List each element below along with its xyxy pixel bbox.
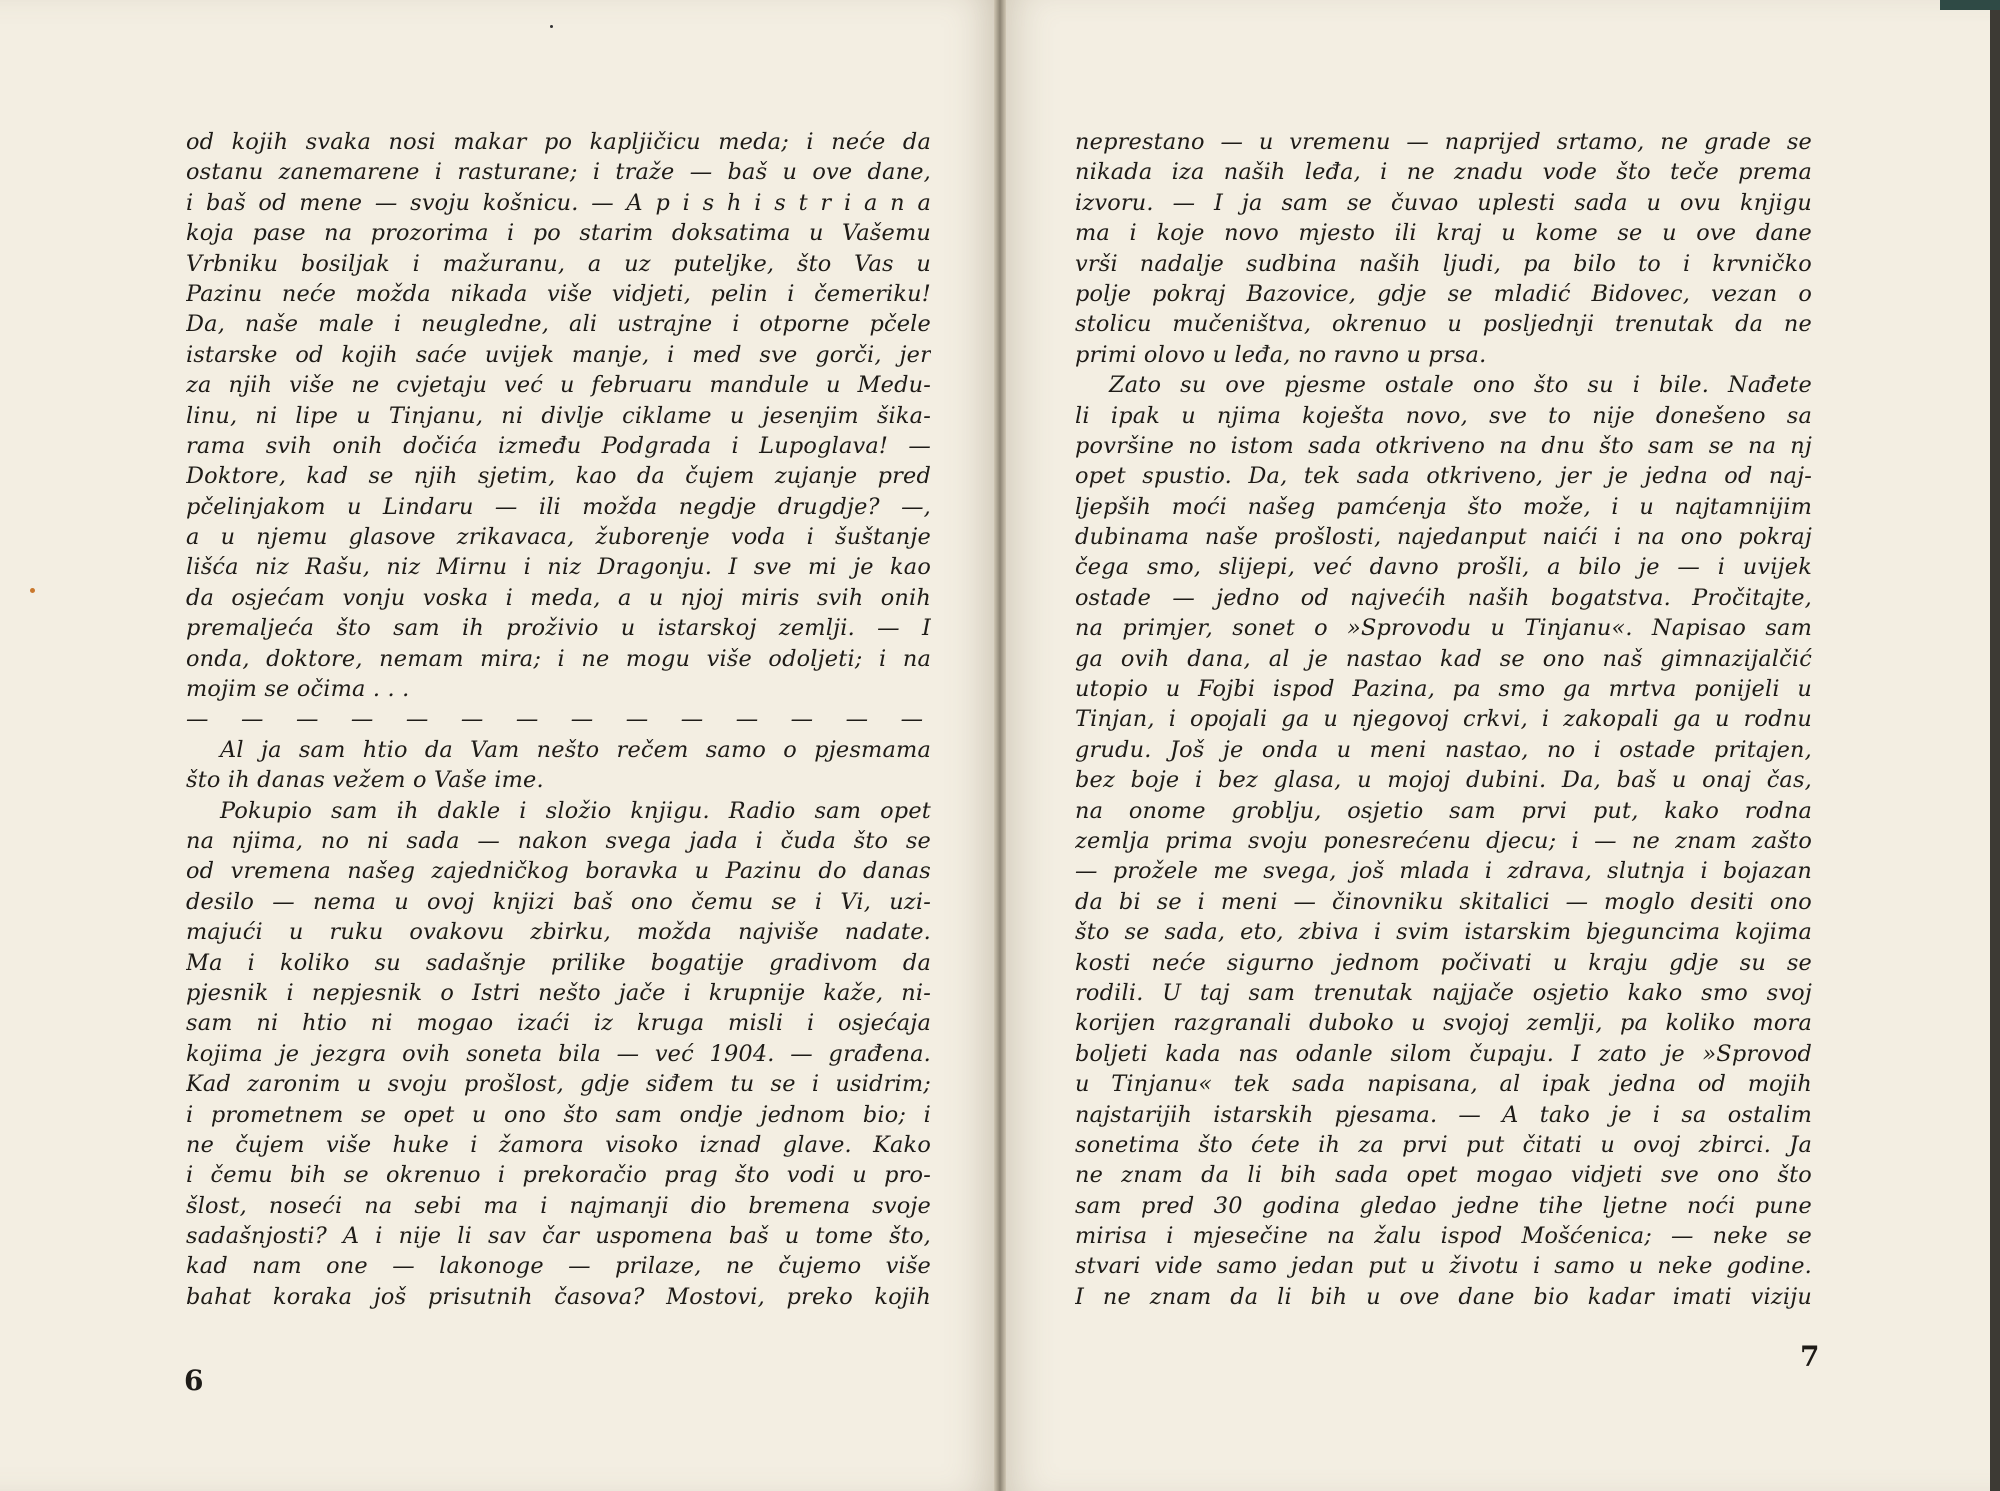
- text-line: Pokupio sam ih dakle i složio knjigu. Radio sam opet: [220, 797, 931, 824]
- text-line: nikada iza naših leđa, i ne znadu vode što teče prema: [1075, 159, 1812, 186]
- text-line: zemlja prima svoju ponesrećenu djecu; i — ne znam zašto: [1075, 827, 1812, 854]
- text-line: kad nam one — lakonoge — prilaze, ne čujemo više: [186, 1253, 931, 1280]
- text-line: sonetima što ćete ih za prvi put čitati u ovoj zbirci. Ja: [1075, 1131, 1812, 1158]
- text-line: kojima je jezgra ovih soneta bila — već 1904. — građena.: [186, 1040, 931, 1067]
- text-line: i baš od mene — svoju košnicu. — A p i s h i s t r i a n a: [186, 189, 931, 216]
- cover-corner: [1940, 0, 2000, 10]
- text-line: pčelinjakom u Lindaru — ili možda negdje drugdje? —,: [186, 493, 931, 520]
- text-line: Tinjan, i opojali ga u njegovoj crkvi, i zakopali ga u rodnu: [1075, 706, 1812, 733]
- text-line: koja pase na prozorima i po starim doksatima u Vašemu: [186, 220, 931, 247]
- page-edge: [1990, 0, 2000, 1491]
- text-line: od kojih svaka nosi makar po kapljičicu meda; i neće da: [186, 129, 931, 155]
- text-line: Vrbniku bosiljak i mažuranu, a uz puteljke, što Vas u: [186, 250, 931, 277]
- text-line: ma i koje novo mjesto ili kraj u kome se u ove dane: [1075, 220, 1812, 247]
- book-gutter: [994, 0, 1006, 1491]
- text-line: Al ja sam htio da Vam nešto rečem samo o pjesmama: [220, 736, 931, 763]
- text-line: korijen razgranali duboko u svojoj zemlji, pa koliko mora: [1075, 1010, 1812, 1037]
- page-number-left: 6: [184, 1364, 204, 1397]
- text-line: što ih danas vežem o Vaše ime.: [186, 767, 544, 794]
- right-page-text: [1075, 127, 1812, 1312]
- text-line: Da, naše male i neugledne, ali ustrajne i otporne pčele: [186, 311, 931, 338]
- text-line: utopio u Fojbi ispod Pazina, pa smo ga mrtva ponijeli u: [1075, 676, 1812, 703]
- text-line: sam ni htio ni mogao izaći iz kruga misli i osjećaja: [186, 1010, 931, 1037]
- text-line: rodili. U taj sam trenutak najjače osjetio kako smo svoj: [1075, 979, 1812, 1006]
- text-line: linu, ni lipe u Tinjanu, ni divlje ciklame u jesenjim šika-: [186, 402, 931, 429]
- text-line: ostanu zanemarene i rasturane; i traže — baš u ove dane,: [186, 159, 931, 186]
- text-line: polje pokraj Bazovice, gdje se mladić Bidovec, vezan o: [1075, 280, 1812, 307]
- text-line: na onome groblju, osjetio sam prvi put, kako rodna: [1075, 797, 1812, 824]
- text-line: i čemu bih se okrenuo i prekoračio prag što vodi u pro-: [186, 1162, 931, 1189]
- text-line: boljeti kada nas odanle silom čupaju. I zato je »Sprovod: [1075, 1040, 1812, 1067]
- text-line: majući u ruku ovakovu zbirku, možda najviše nadate.: [186, 919, 931, 946]
- text-line: desilo — nema u ovoj knjizi baš ono čemu se i Vi, uzi-: [186, 888, 931, 915]
- text-line: na primjer, sonet o »Sprovodu u Tinjanu«. Napisao sam: [1075, 615, 1812, 642]
- text-line: mojim se očima . . .: [186, 676, 410, 703]
- text-line: bez boje i bez glasa, u mojoj dubini. Da, baš u onaj čas,: [1075, 767, 1812, 794]
- text-line: na njima, no ni sada — nakon svega jada i čuda što se: [186, 827, 931, 854]
- text-line: a u njemu glasove zrikavaca, žuborenje voda i šuštanje: [186, 524, 931, 551]
- text-line: lišća niz Rašu, niz Mirnu i niz Dragonju. I sve mi je kao: [186, 554, 931, 581]
- text-line: kosti neće sigurno jednom počivati u kraju gdje su se: [1075, 949, 1812, 976]
- text-line: šlost, noseći na sebi ma i najmanji dio bremena svoje: [186, 1192, 931, 1219]
- text-line: ga ovih dana, al je nastao kad se ono naš gimnazijalčić: [1075, 645, 1812, 672]
- text-line: ljepših moći našeg pamćenja što može, i u najtamnijim: [1075, 493, 1812, 520]
- text-line: stvari vide samo jedan put u životu i samo u neke godine.: [1075, 1253, 1812, 1280]
- text-line: I ne znam da li bih u ove dane bio kadar imati viziju: [1075, 1283, 1812, 1310]
- text-line: ostade — jedno od najvećih naših bogatstva. Pročitajte,: [1075, 584, 1812, 611]
- paper-speck-dark: [550, 25, 553, 28]
- text-line: da bi se i meni — činovniku skitalici — moglo desiti ono: [1075, 888, 1812, 915]
- text-line: od vremena našeg zajedničkog boravka u Pazinu do danas: [186, 858, 931, 885]
- text-line: vrši nadalje sudbina naših ljudi, pa bilo to i krvničko: [1075, 250, 1812, 277]
- text-line: izvoru. — I ja sam se čuvao uplesti sada u ovu knjigu: [1075, 189, 1812, 216]
- text-line: bahat koraka još prisutnih časova? Mostovi, preko kojih: [186, 1283, 931, 1310]
- text-line: što se sada, eto, zbiva i svim istarskim bjeguncima kojima: [1075, 919, 1812, 946]
- text-line: primi olovo u leđa, no ravno u prsa.: [1075, 341, 1487, 368]
- text-line: sam pred 30 godina gledao jedne tihe ljetne noći pune: [1075, 1192, 1812, 1219]
- text-line: ne čujem više huke i žamora visoko iznad glave. Kako: [186, 1131, 931, 1158]
- text-line: čega smo, slijepi, već davno prošli, a bilo je — i uvijek: [1075, 554, 1812, 581]
- text-line: dubinama naše prošlosti, najedanput naići i na ono pokraj: [1075, 524, 1812, 551]
- text-line: i prometnem se opet u ono što sam ondje jednom bio; i: [186, 1101, 931, 1128]
- text-line: mirisa i mjesečine na žalu ispod Mošćenica; — neke se: [1075, 1223, 1812, 1250]
- text-line: Kad zaronim u svoju prošlost, gdje siđem tu se i usidrim;: [186, 1071, 931, 1098]
- text-line: li ipak u njima koješta novo, sve to nije donešeno sa: [1075, 402, 1812, 429]
- text-line: — prožele me svega, još mlada i zdrava, slutnja i bojazan: [1075, 858, 1812, 885]
- text-line: Pazinu neće možda nikada više vidjeti, pelin i čemeriku!: [186, 280, 931, 307]
- text-line: površine no istom sada otkriveno na dnu što sam se na nj: [1075, 432, 1812, 459]
- text-line: premaljeća što sam ih proživio u istarskoj zemlji. — I: [186, 615, 931, 642]
- text-line: istarske od kojih saće uvijek manje, i med sve gorči, jer: [186, 341, 931, 368]
- text-line: stolicu mučeništva, okrenuo u posljednji trenutak da ne: [1075, 311, 1812, 338]
- left-page-text: [186, 127, 931, 1312]
- text-line: rama svih onih dočića između Podgrada i Lupoglava! —: [186, 432, 931, 459]
- text-line: pjesnik i nepjesnik o Istri nešto jače i krupnije kaže, ni-: [186, 979, 931, 1006]
- text-line: grudu. Još je onda u meni nastao, no i ostade pritajen,: [1075, 736, 1812, 763]
- text-line: ne znam da li bih sada opet mogao vidjeti sve ono što: [1075, 1162, 1812, 1189]
- text-line: za njih više ne cvjetaju već u februaru mandule u Medu-: [186, 372, 931, 399]
- page-number-right: 7: [1800, 1340, 1820, 1373]
- text-line: Ma i koliko su sadašnje prilike bogatije gradivom da: [186, 949, 931, 976]
- paper-speck: [30, 588, 35, 593]
- text-line: Zato su ove pjesme ostale ono što su i bile. Nađete: [1109, 372, 1812, 399]
- text-line: onda, doktore, nemam mira; i ne mogu više odoljeti; i na: [186, 645, 931, 672]
- text-line: najstarijih istarskih pjesama. — A tako je i sa ostalim: [1075, 1101, 1812, 1128]
- text-line: u Tinjanu« tek sada napisana, al ipak jedna od mojih: [1075, 1071, 1812, 1098]
- text-line: — — — — — — — — — — — — — —: [186, 706, 931, 733]
- text-line: sadašnjosti? A i nije li sav čar uspomena baš u tome što,: [186, 1223, 931, 1250]
- text-line: da osjećam vonju voska i meda, a u njoj miris svih onih: [186, 584, 931, 611]
- text-line: neprestano — u vremenu — naprijed srtamo, ne grade se: [1075, 129, 1812, 155]
- text-line: Doktore, kad se njih sjetim, kao da čujem zujanje pred: [186, 463, 931, 490]
- text-line: opet spustio. Da, tek sada otkriveno, jer je jedna od naj-: [1075, 463, 1812, 490]
